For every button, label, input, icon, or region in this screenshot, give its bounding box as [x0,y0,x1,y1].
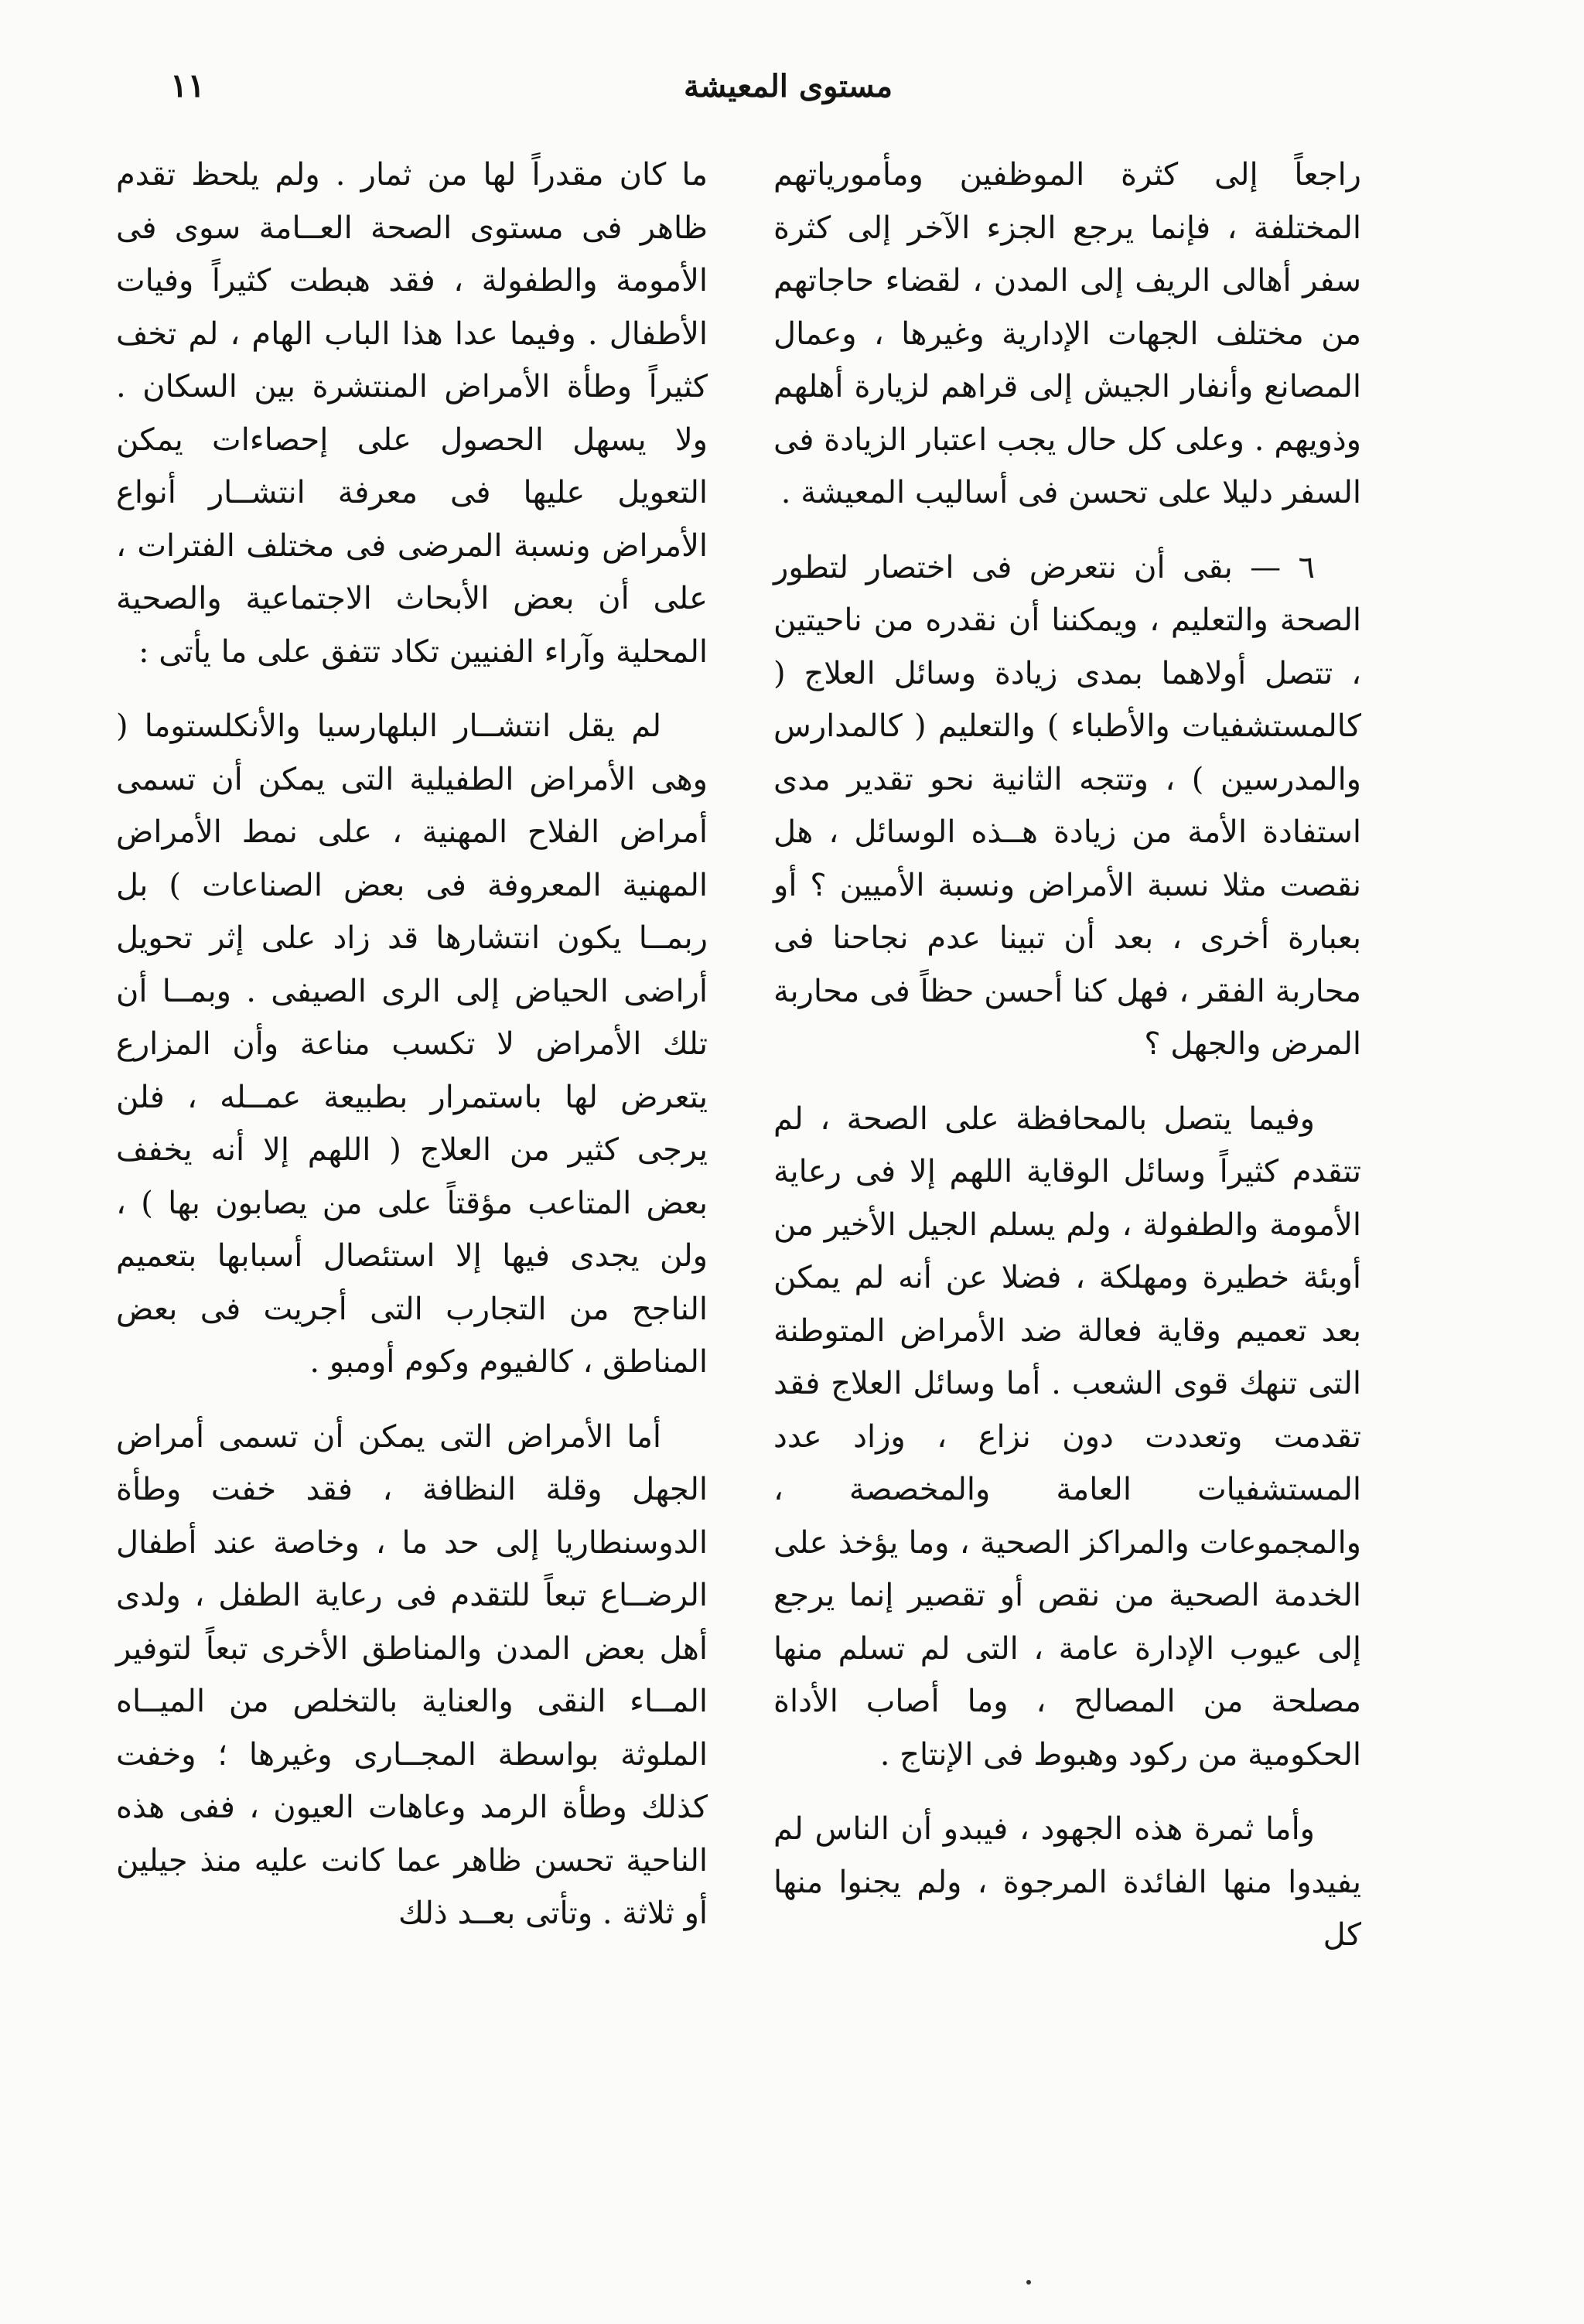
paragraph: أما الأمراض التى يمكن أن تسمى أمراض الجهل وقلة النظافة ، فقد خفت وطأة الدوسنطاريا إلى حد ما ، وخاصة عند أطفال الرضــاع تبعاً للتقدم فى رعاية الطفل ، ولدى أهل بعض المدن والمناطق الأخرى تبعاً لتوفير المــاء النقى والعناية بالتخلص من الميــاه الملوثة بواسطة المجــارى وغيرها ؛ وخفت كذلك وطأة الرمد وعاهات العيون ، ففى هذه الناحية تحسن ظاهر عما كانت عليه منذ جيلين أو ثلاثة . وتأتى بعــد ذلك [116,1418,708,1931]
paragraph: وفيما يتصل بالمحافظة على الصحة ، لم تتقدم كثيراً وسائل الوقاية اللهم إلا فى رعاية الأمومة والطفولة ، ولم يسلم الجيل الأخير من أوبئة خطيرة ومهلكة ، فضلا عن أنه لم يمكن بعد تعميم وقاية فعالة ضد الأمراض المتوطنة التى تنهك قوى الشعب . أما وسائل العلاج فقد تقدمت وتعددت دون نزاع ، وزاد عدد المستشفيات العامة والمخصصة ، والمجموعات والمراكز الصحية ، وما يؤخذ على الخدمة الصحية من نقص أو تقصير إنما يرجع إلى عيوب الإدارة عامة ، التى لم تسلم منها مصلحة من المصالح ، وما أصاب الأداة الحكومية من ركود وهبوط فى الإنتاج . [773,1101,1361,1773]
page-header [116,68,1460,122]
paragraph: راجعاً إلى كثرة الموظفين ومأمورياتهم المختلفة ، فإنما يرجع الجزء الآخر إلى كثرة سفر أهالى الريف إلى المدن ، لقضاء حاجاتهم من مختلف الجهات الإدارية وغيرها ، وعمال المصانع وأنفار الجيش إلى قراهم لزيارة أهلهم وذويهم . وعلى كل حال يجب اعتبار الزيادة فى السفر دليلا على تحسن فى أساليب المعيشة . [773,157,1361,510]
page-number: ١١ [170,67,206,104]
left-column [116,148,708,1962]
paragraph: وأما ثمرة هذه الجهود ، فيبدو أن الناس لم يفيدوا منها الفائدة المرجوة ، ولم يجنوا منها كل [773,1811,1361,1953]
paragraph: ٦ — بقى أن نتعرض فى اختصار لتطور الصحة والتعليم ، ويمكننا أن نقدره من ناحيتين ، تتصل أولاهما بمدى زيادة وسائل العلاج ( كالمستشفيات والأطباء ) والتعليم ( كالمدارس والمدرسين ) ، وتتجه الثانية نحو تقدير مدى استفادة الأمة من زيادة هــذه الوسائل ، هل نقصت مثلا نسبة الأمراض ونسبة الأميين ؟ أو بعبارة أخرى ، بعد أن تبينا عدم نجاحنا فى محاربة الفقر ، فهل كنا أحسن حظاً فى محاربة المرض والجهل ؟ [773,549,1361,1062]
paragraph: ما كان مقدراً لها من ثمار . ولم يلحظ تقدم ظاهر فى مستوى الصحة العــامة سوى فى الأمومة والطفولة ، فقد هبطت كثيراً وفيات الأطفال . وفيما عدا هذا الباب الهام ، لم تخف كثيراً وطأة الأمراض المنتشرة بين السكان . ولا يسهل الحصول على إحصاءات يمكن التعويل عليها فى معرفة انتشــار أنواع الأمراض ونسبة المرضى فى مختلف الفترات ، على أن بعض الأبحاث الاجتماعية والصحية المحلية وآراء الفنيين تكاد تتفق على ما يأتى : [116,157,708,670]
right-column [773,148,1361,1984]
paragraph: لم يقل انتشــار البلهارسيا والأنكلستوما ( وهى الأمراض الطفيلية التى يمكن أن تسمى أمراض الفلاح المهنية ، على نمط الأمراض المهنية المعروفة فى بعض الصناعات ) بل ربمــا يكون انتشارها قد زاد على إثر تحويل أراضى الحياض إلى الرى الصيفى . وبمــا أن تلك الأمراض لا تكسب مناعة وأن المزارع يتعرض لها باستمرار بطبيعة عمــله ، فلن يرجى كثير من العلاج ( اللهم إلا أنه يخفف بعض المتاعب مؤقتاً على من يصابون بها ) ، ولن يجدى فيها إلا استئصال أسبابها بتعميم الناجح من التجارب التى أجريت فى بعض المناطق ، كالفيوم وكوم أومبو . [116,708,708,1380]
running-title: مستوى المعيشة [684,68,893,104]
scan-speck [1026,2280,1031,2285]
